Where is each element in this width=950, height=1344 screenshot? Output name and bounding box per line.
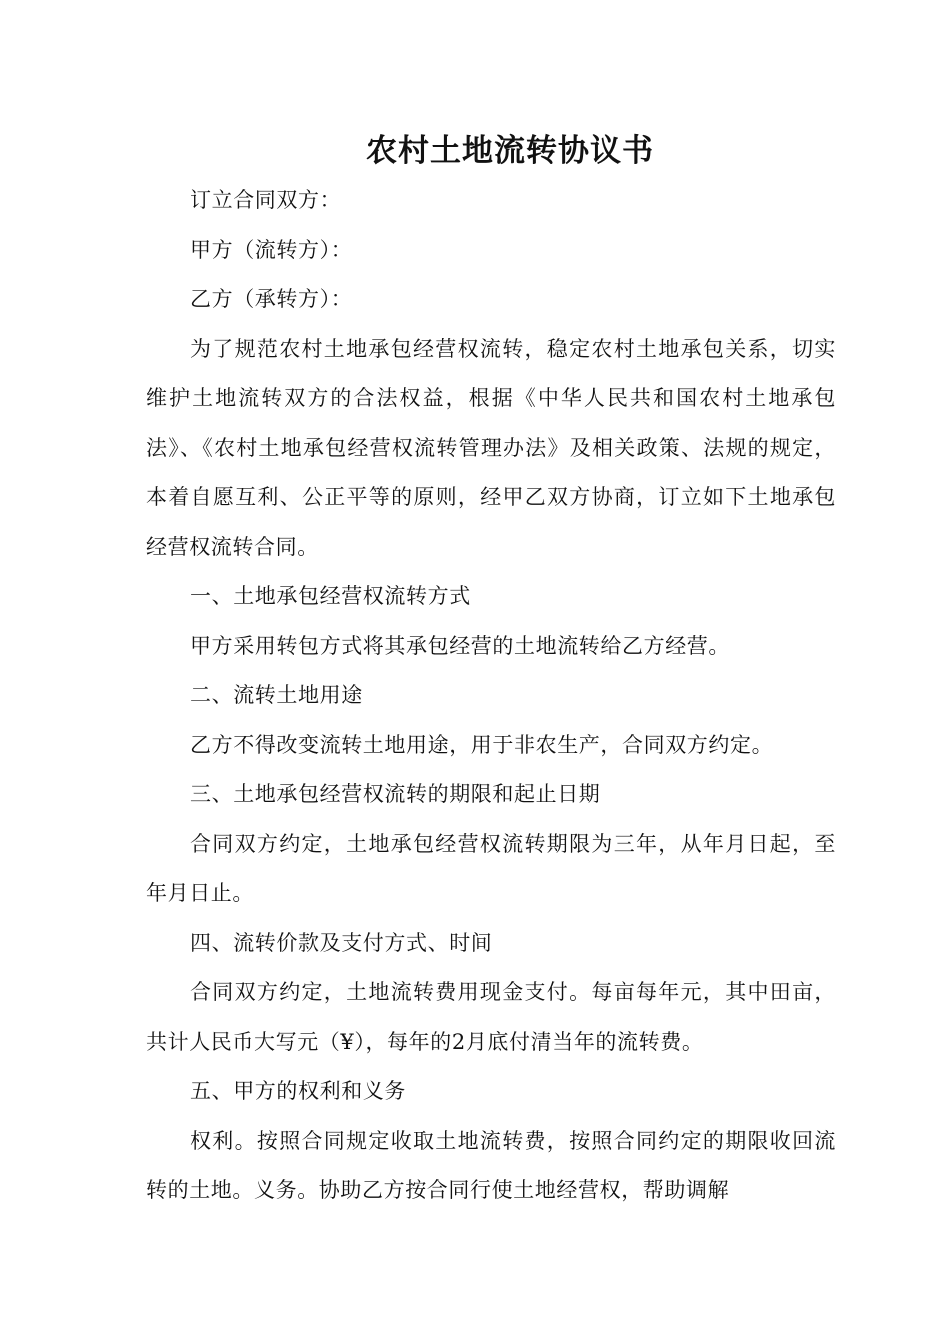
paragraph-section-1: 甲方采用转包方式将其承包经营的土地流转给乙方经营。: [190, 633, 730, 658]
paragraph-section-5: 权利。按照合同规定收取土地流转费，按照合同约定的期限收回流转的土地。义务。协助乙方按合同行使土地经营权，帮助调解: [146, 1128, 836, 1202]
paragraph-section-4: 合同双方约定，土地流转费用现金支付。每亩每年元，其中田亩，共计人民币大写元（¥），每年的2月底付清当年的流转费。: [146, 980, 836, 1054]
paragraph-party-a: 甲方（流转方）：: [190, 237, 353, 262]
document-body: [146, 176, 836, 1216]
paragraph-parties-heading: 订立合同双方：: [190, 188, 342, 212]
section-heading-1: 一、土地承包经营权流转方式: [190, 584, 471, 608]
section-heading-4: 四、流转价款及支付方式、时间: [190, 930, 493, 955]
document-title: 农村土地流转协议书: [366, 133, 654, 169]
section-heading-3: 三、土地承包经营权流转的期限和起止日期: [190, 782, 601, 806]
paragraph-section-3: 合同双方约定，土地承包经营权流转期限为三年，从年月日起，至年月日止。: [146, 831, 836, 905]
section-heading-2: 二、流转土地用途: [190, 683, 363, 707]
section-heading-5: 五、甲方的权利和义务: [190, 1079, 406, 1103]
paragraph-preamble: 为了规范农村土地承包经营权流转，稳定农村土地承包关系，切实维护土地流转双方的合法权益，根据《中华人民共和国农村土地承包法》、《农村土地承包经营权流转管理办法》及相关政策、法规的规定，本着自愿互利、公正平等的原则，经甲乙双方协商，订立如下土地承包经营权流转合同。: [146, 336, 836, 559]
paragraph-section-2: 乙方不得改变流转土地用途，用于非农生产，合同双方约定。: [190, 732, 774, 757]
paragraph-party-b: 乙方（承转方）：: [190, 287, 353, 311]
